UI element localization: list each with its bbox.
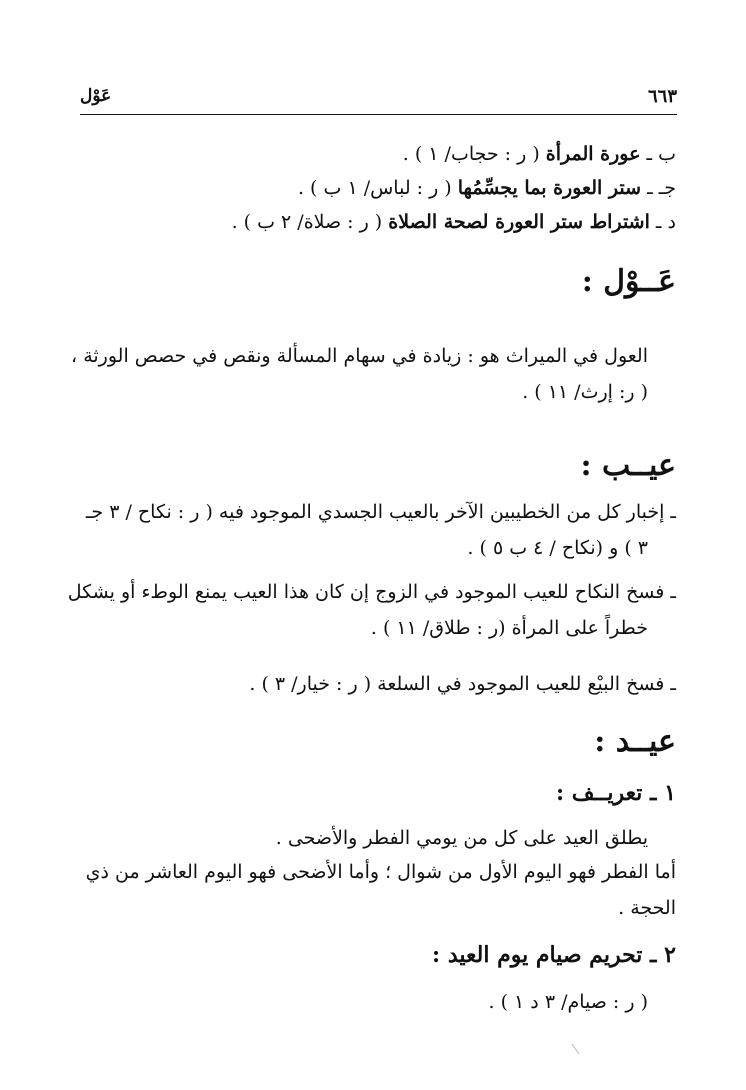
eid-definition-line-1: يطلق العيد على كل من يومي الفطر والأضحى . xyxy=(275,827,648,849)
entry-title-ayb: عيــب : xyxy=(580,448,676,483)
awl-definition-line-2: ( ر: إرث/ ١١ ) . xyxy=(522,381,648,403)
intro-item-d xyxy=(72,210,676,235)
eid-subtitle-fasting: ٢ ـ تحريم صيام يوم العيد : xyxy=(432,942,676,968)
eid-fasting-ref: ( ر : صيام/ ٣ د ١ ) . xyxy=(488,991,648,1013)
item-letter: د ـ xyxy=(655,211,676,233)
stray-pen-mark xyxy=(572,1038,588,1054)
item-ref: ( ر : صلاة/ ٢ ب ) . xyxy=(231,211,383,233)
running-head: عَوْل xyxy=(80,86,112,106)
ayb-item-3-line-1: ـ فسخ البيْع للعيب الموجود في السلعة ( ر : خيار/ ٣ ) . xyxy=(249,673,676,695)
item-letter: ب ـ xyxy=(646,143,676,165)
ayb-item-1-line-1: ـ إخبار كل من الخطيبين الآخر بالعيب الجسدي الموجود فيه ( ر : نكاح / ٣ جـ xyxy=(85,501,676,523)
ayb-item-2-line-2: خطراً على المرأة (ر : طلاق/ ١١ ) . xyxy=(370,617,648,639)
item-ref: ( ر : حجاب/ ١ ) . xyxy=(402,143,540,165)
item-term: اشتراط ستر العورة لصحة الصلاة xyxy=(388,211,650,233)
awl-definition-line-1: العول في الميراث هو : زيادة في سهام المسألة ونقص في حصص الورثة ، xyxy=(71,345,648,367)
item-ref: ( ر : لباس/ ١ ب ) . xyxy=(297,177,452,199)
eid-subtitle-definition: ١ ـ تعريــف : xyxy=(555,780,676,806)
item-letter: جـ ـ xyxy=(647,177,676,199)
page-number: ٦٦٣ xyxy=(647,86,677,107)
eid-definition-line-2: أما الفطر فهو اليوم الأول من شوال ؛ وأما الأضحى فهو اليوم العاشر من ذي xyxy=(85,861,676,883)
entry-title-eid: عيــد : xyxy=(594,724,676,759)
page-header xyxy=(80,84,677,115)
eid-definition-line-3: الحجة . xyxy=(618,897,676,919)
intro-item-j xyxy=(72,176,676,201)
ayb-item-1-line-2: ٣ ) و (نكاح / ٤ ب ٥ ) . xyxy=(467,537,648,559)
item-term: عورة المرأة xyxy=(545,143,641,165)
intro-item-b xyxy=(72,142,676,167)
entry-title-awl: عَــوْل : xyxy=(581,264,676,299)
item-term: ستر العورة بما يجسِّمُها xyxy=(457,177,642,199)
ayb-item-2-line-1: ـ فسخ النكاح للعيب الموجود في الزوج إن كان هذا العيب يمنع الوطء أو يشكل xyxy=(67,581,676,603)
